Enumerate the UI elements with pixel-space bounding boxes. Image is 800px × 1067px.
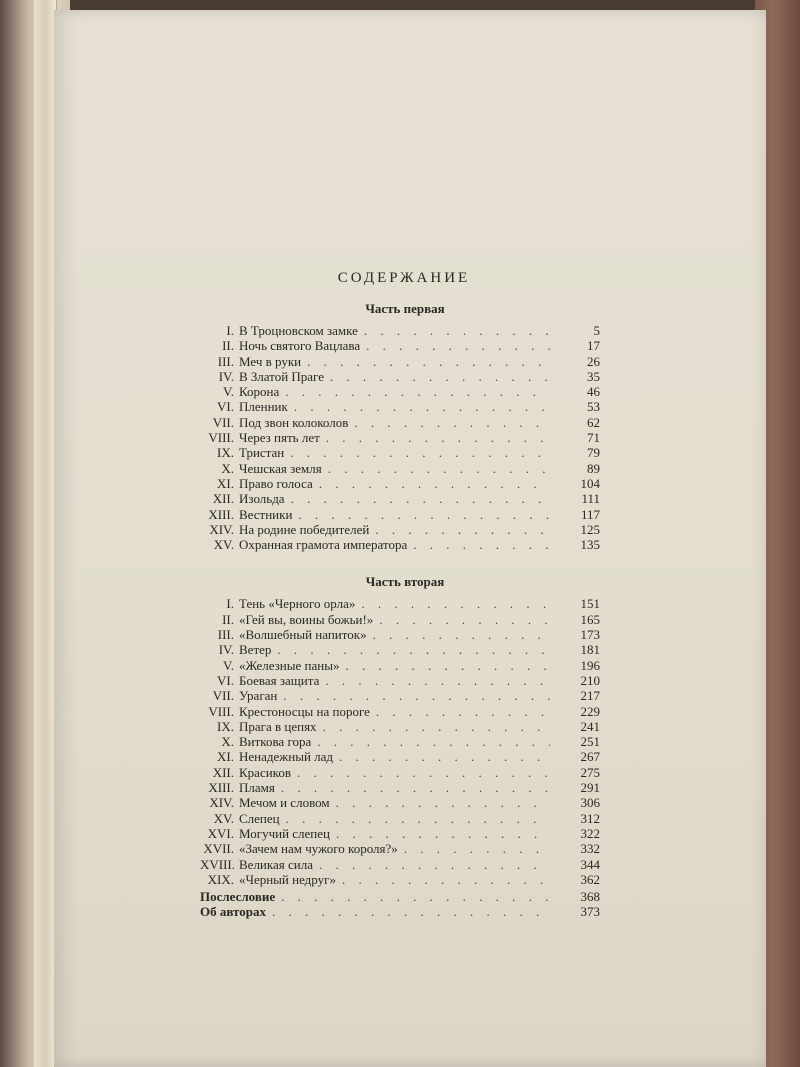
dot-leader <box>298 507 550 522</box>
chapter-title: «Черный недруг» <box>239 871 336 887</box>
chapter-title: «Гей вы, воины божьи!» <box>239 611 374 627</box>
dot-leader <box>286 811 550 826</box>
chapter-title: Вестники <box>239 506 293 522</box>
page-number: 362 <box>580 871 600 887</box>
toc-entry <box>200 642 600 657</box>
toc-entry <box>200 369 600 384</box>
part-one-title: Часть первая <box>365 301 445 316</box>
chapter-title: Ураган <box>239 688 278 704</box>
dot-leader <box>345 658 550 673</box>
page-number: 251 <box>580 734 600 750</box>
chapter-number: XV. <box>213 537 234 553</box>
toc-entry <box>200 354 600 369</box>
chapter-number: IX. <box>217 718 234 734</box>
page-number: 306 <box>580 795 600 811</box>
toc-entry <box>200 445 600 460</box>
chapter-title: На родине победителей <box>239 521 370 537</box>
toc-entry <box>200 688 600 703</box>
chapter-number: VIII. <box>208 703 234 719</box>
toc-entry <box>200 476 600 491</box>
page-number: 17 <box>587 338 600 354</box>
page-number: 373 <box>580 904 600 920</box>
chapter-number: VIII. <box>208 430 234 446</box>
dot-leader <box>336 826 550 841</box>
toc-entry <box>200 323 600 338</box>
dot-leader <box>404 841 550 856</box>
dot-leader <box>342 872 550 887</box>
toc-entry <box>200 522 600 537</box>
toc-entry <box>200 857 600 872</box>
page-number: 275 <box>580 764 600 780</box>
dot-leader <box>281 889 550 904</box>
page-number: 332 <box>580 841 600 857</box>
chapter-title: Тристан <box>239 445 285 461</box>
dot-leader <box>373 627 550 642</box>
chapter-title: Боевая защита <box>239 672 320 688</box>
page-number: 62 <box>587 414 600 430</box>
chapter-number: IV. <box>218 368 234 384</box>
chapter-number: II. <box>222 611 234 627</box>
chapter-title: Право голоса <box>239 475 313 491</box>
chapter-number: XIV. <box>209 795 234 811</box>
page-number: 71 <box>587 430 600 446</box>
chapter-title: Меч в руки <box>239 353 302 369</box>
toc-entry <box>200 841 600 856</box>
toc-entry <box>200 415 600 430</box>
toc-entry <box>200 704 600 719</box>
chapter-title: Крестоносцы на пороге <box>239 703 370 719</box>
page-number: 26 <box>587 353 600 369</box>
page-number: 111 <box>581 491 600 507</box>
backmatter-title: Послесловие <box>200 889 276 905</box>
chapter-number: I. <box>226 323 234 338</box>
chapter-title: «Железные паны» <box>239 657 340 673</box>
dot-leader <box>328 461 550 476</box>
chapter-number: II. <box>222 338 234 354</box>
page-number: 312 <box>580 810 600 826</box>
dot-leader <box>354 415 550 430</box>
page-number: 196 <box>580 657 600 673</box>
backmatter-title: Об авторах <box>200 904 267 920</box>
chapter-title: Под звон колоколов <box>239 414 349 430</box>
chapter-number: VII. <box>212 688 234 704</box>
toc-entry <box>200 627 600 642</box>
page-number: 344 <box>580 856 600 872</box>
chapter-number: XIII. <box>208 506 234 522</box>
dot-leader <box>325 673 550 688</box>
chapter-number: VI. <box>217 672 234 688</box>
chapter-number: XIV. <box>209 521 234 537</box>
dot-leader <box>330 369 550 384</box>
page-number: 135 <box>580 537 600 553</box>
dot-leader <box>272 904 550 919</box>
chapter-number: XIII. <box>208 780 234 796</box>
toc-entry <box>200 596 600 611</box>
part-two-title: Часть вторая <box>365 574 445 590</box>
page-number: 125 <box>580 521 600 537</box>
dot-leader <box>294 399 550 414</box>
dot-leader <box>317 734 550 749</box>
dot-leader <box>285 384 550 399</box>
page-number: 89 <box>587 460 600 476</box>
page-number: 229 <box>580 703 600 719</box>
chapter-title: Изольда <box>239 491 285 507</box>
toc-entry <box>200 749 600 764</box>
toc-title: СОДЕРЖАНИЕ <box>337 270 471 286</box>
chapter-title: Ветер <box>239 642 272 658</box>
dot-leader <box>291 491 550 506</box>
toc-entry <box>200 719 600 734</box>
page-number: 151 <box>580 596 600 612</box>
dot-leader <box>361 596 550 611</box>
toc-entry <box>200 384 600 399</box>
page-number: 79 <box>587 445 600 461</box>
chapter-number: XVI. <box>207 825 234 841</box>
chapter-title: Пленник <box>239 399 288 415</box>
chapter-number: XVII. <box>203 841 234 857</box>
chapter-number: V. <box>223 657 234 673</box>
dot-leader <box>297 765 550 780</box>
chapter-title: Через пять лет <box>239 430 320 446</box>
toc-entry <box>200 673 600 688</box>
chapter-title: Слепец <box>239 810 280 826</box>
page-number: 267 <box>580 749 600 765</box>
toc-backmatter-entry <box>200 889 600 904</box>
dot-leader <box>376 704 550 719</box>
page-number: 210 <box>580 672 600 688</box>
chapter-title: Чешская земля <box>239 460 322 476</box>
back-matter-list <box>200 889 600 920</box>
chapter-number: VII. <box>212 414 234 430</box>
toc-entry <box>200 461 600 476</box>
chapter-title: Могучий слепец <box>239 825 330 841</box>
page-number: 291 <box>580 780 600 796</box>
chapter-number: IX. <box>217 445 234 461</box>
part-two-chapter-list <box>200 596 600 887</box>
toc-entry <box>200 537 600 552</box>
chapter-number: XII. <box>212 491 234 507</box>
toc-entry <box>200 338 600 353</box>
page-number: 35 <box>587 368 600 384</box>
toc-entry <box>200 399 600 414</box>
page-number: 46 <box>587 384 600 400</box>
chapter-number: XII. <box>212 764 234 780</box>
dot-leader <box>364 323 550 338</box>
dot-leader <box>281 780 550 795</box>
dot-leader <box>277 642 550 657</box>
chapter-title: «Зачем нам чужого короля?» <box>239 841 398 857</box>
page-number: 117 <box>580 506 600 522</box>
chapter-title: Пламя <box>239 780 275 796</box>
dot-leader <box>319 476 550 491</box>
page-number: 165 <box>580 611 600 627</box>
dot-leader <box>413 537 550 552</box>
dot-leader <box>290 445 550 460</box>
toc-entry <box>200 780 600 795</box>
toc-entry <box>200 734 600 749</box>
chapter-title: «Волшебный напиток» <box>239 627 367 643</box>
chapter-number: X. <box>221 460 234 476</box>
chapter-number: XI. <box>217 475 234 491</box>
toc-entry <box>200 491 600 506</box>
chapter-number: IV. <box>218 642 234 658</box>
toc-entry <box>200 612 600 627</box>
toc-entry <box>200 826 600 841</box>
dot-leader <box>379 612 550 627</box>
page-number: 53 <box>587 399 600 415</box>
page-number: 181 <box>580 642 600 658</box>
chapter-title: Красиков <box>239 764 291 780</box>
chapter-number: X. <box>221 734 234 750</box>
chapter-number: V. <box>223 384 234 400</box>
chapter-title: В Златой Праге <box>239 368 324 384</box>
chapter-title: Прага в цепях <box>239 718 317 734</box>
toc-backmatter-entry <box>200 904 600 919</box>
toc-entry <box>200 872 600 887</box>
toc-entry <box>200 811 600 826</box>
dot-leader <box>307 354 550 369</box>
table-of-contents <box>200 270 600 920</box>
dot-leader <box>375 522 550 537</box>
chapter-number: VI. <box>217 399 234 415</box>
dot-leader <box>323 719 550 734</box>
page-number: 5 <box>593 323 600 338</box>
chapter-title: Ночь святого Вацлава <box>239 338 361 354</box>
page-number: 241 <box>580 718 600 734</box>
page-number: 368 <box>580 889 600 905</box>
dot-leader <box>366 338 550 353</box>
page-number: 217 <box>580 688 600 704</box>
page-number: 104 <box>580 475 600 491</box>
chapter-title: Великая сила <box>239 856 313 872</box>
dot-leader <box>319 857 550 872</box>
toc-entry <box>200 795 600 810</box>
chapter-number: III. <box>217 627 234 643</box>
chapter-title: Корона <box>239 384 280 400</box>
chapter-number: III. <box>217 353 234 369</box>
chapter-number: I. <box>226 596 234 612</box>
chapter-number: XVIII. <box>200 856 236 872</box>
chapter-title: Мечом и словом <box>239 795 330 811</box>
dot-leader <box>283 688 550 703</box>
page-number: 173 <box>580 627 600 643</box>
chapter-title: Тень «Черного орла» <box>239 596 356 612</box>
toc-entry <box>200 507 600 522</box>
chapter-title: Виткова гора <box>239 734 312 750</box>
toc-entry <box>200 658 600 673</box>
chapter-number: XV. <box>213 810 234 826</box>
chapter-title: Ненадежный лад <box>239 749 334 765</box>
chapter-number: XI. <box>217 749 234 765</box>
toc-entry <box>200 430 600 445</box>
part-one-chapter-list <box>200 323 600 552</box>
dot-leader <box>339 749 550 764</box>
chapter-title: В Троцновском замке <box>239 323 358 338</box>
dot-leader <box>326 430 550 445</box>
page-number: 322 <box>580 825 600 841</box>
chapter-number: XIX. <box>207 871 234 887</box>
dot-leader <box>336 795 550 810</box>
toc-entry <box>200 765 600 780</box>
chapter-title: Охранная грамота императора <box>239 537 408 553</box>
